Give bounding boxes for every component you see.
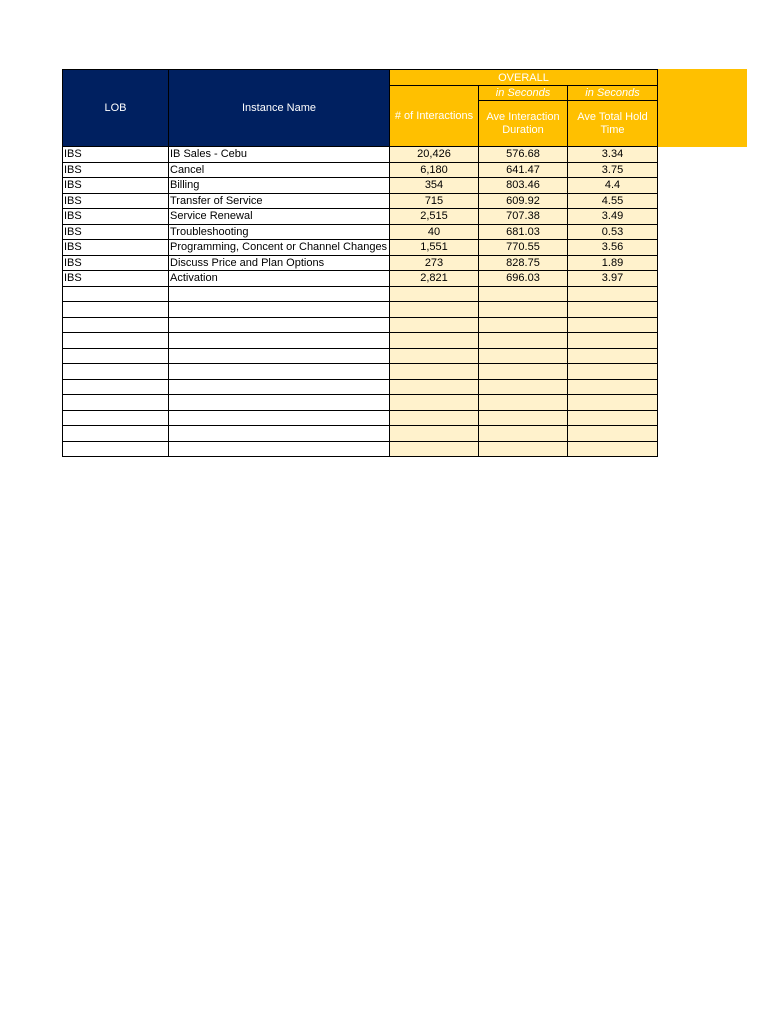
table-row <box>63 333 658 349</box>
spreadsheet <box>62 69 658 457</box>
lob-cell[interactable] <box>63 426 169 442</box>
duration-cell[interactable] <box>479 441 568 457</box>
table-row <box>63 426 658 442</box>
lob-cell[interactable]: IBS <box>63 240 169 256</box>
instance-name-cell[interactable] <box>169 441 390 457</box>
hold-cell[interactable] <box>568 302 658 318</box>
lob-cell[interactable]: IBS <box>63 178 169 194</box>
hold-cell[interactable]: 3.75 <box>568 162 658 178</box>
instance-name-cell[interactable] <box>169 395 390 411</box>
interactions-cell[interactable] <box>390 379 479 395</box>
interactions-cell[interactable] <box>390 426 479 442</box>
table-row <box>63 410 658 426</box>
lob-cell[interactable] <box>63 317 169 333</box>
hold-cell[interactable] <box>568 317 658 333</box>
duration-cell[interactable]: 576.68 <box>479 147 568 163</box>
instance-name-cell[interactable] <box>169 286 390 302</box>
hold-cell[interactable]: 3.49 <box>568 209 658 225</box>
hold-cell[interactable]: 3.56 <box>568 240 658 256</box>
table-row <box>63 441 658 457</box>
instance-name-cell[interactable] <box>169 317 390 333</box>
duration-cell[interactable]: 707.38 <box>479 209 568 225</box>
table-row <box>63 379 658 395</box>
instance-name-cell[interactable] <box>169 302 390 318</box>
lob-cell[interactable] <box>63 441 169 457</box>
hold-cell[interactable] <box>568 286 658 302</box>
table-row <box>63 286 658 302</box>
interactions-cell[interactable] <box>390 395 479 411</box>
interactions-cell[interactable] <box>390 410 479 426</box>
instance-name-cell[interactable]: Troubleshooting <box>169 224 390 240</box>
lob-cell[interactable]: IBS <box>63 193 169 209</box>
instance-name-cell[interactable]: Billing <box>169 178 390 194</box>
instance-name-cell[interactable] <box>169 364 390 380</box>
hold-units-label[interactable]: in Seconds <box>568 86 658 101</box>
lob-cell[interactable] <box>63 302 169 318</box>
overall-header[interactable]: OVERALL <box>390 70 658 86</box>
interactions-cell[interactable]: 715 <box>390 193 479 209</box>
table-row <box>63 147 658 163</box>
lob-cell[interactable] <box>63 364 169 380</box>
hold-cell[interactable]: 4.4 <box>568 178 658 194</box>
hold-cell[interactable] <box>568 441 658 457</box>
instance-name-cell[interactable]: Transfer of Service <box>169 193 390 209</box>
duration-cell[interactable] <box>479 302 568 318</box>
duration-cell[interactable] <box>479 286 568 302</box>
interactions-cell[interactable]: 2,821 <box>390 271 479 287</box>
duration-cell[interactable]: 803.46 <box>479 178 568 194</box>
lob-cell[interactable]: IBS <box>63 255 169 271</box>
duration-cell[interactable]: 681.03 <box>479 224 568 240</box>
interactions-cell[interactable] <box>390 364 479 380</box>
instance-name-cell[interactable] <box>169 426 390 442</box>
lob-cell[interactable]: IBS <box>63 209 169 225</box>
duration-cell[interactable]: 641.47 <box>479 162 568 178</box>
duration-cell[interactable] <box>479 379 568 395</box>
hold-cell[interactable] <box>568 395 658 411</box>
lob-cell[interactable]: IBS <box>63 271 169 287</box>
instance-name-cell[interactable]: Service Renewal <box>169 209 390 225</box>
table-row <box>63 364 658 380</box>
lob-cell[interactable] <box>63 395 169 411</box>
duration-cell[interactable]: 828.75 <box>479 255 568 271</box>
hold-cell[interactable] <box>568 348 658 364</box>
duration-cell[interactable]: 770.55 <box>479 240 568 256</box>
duration-cell[interactable] <box>479 317 568 333</box>
instance-name-cell[interactable]: Activation <box>169 271 390 287</box>
instance-name-cell[interactable] <box>169 333 390 349</box>
hold-cell[interactable] <box>568 410 658 426</box>
hold-cell[interactable] <box>568 379 658 395</box>
ave-duration-header[interactable]: Ave Interaction Duration <box>479 101 568 147</box>
interaction-table <box>62 69 658 457</box>
table-row <box>63 240 658 256</box>
duration-cell[interactable] <box>479 410 568 426</box>
lob-cell[interactable] <box>63 348 169 364</box>
lob-header[interactable]: LOB <box>63 70 169 147</box>
ave-hold-header[interactable]: Ave Total Hold Time <box>568 101 658 147</box>
interactions-cell[interactable] <box>390 286 479 302</box>
duration-units-label[interactable]: in Seconds <box>479 86 568 101</box>
table-row <box>63 209 658 225</box>
lob-cell[interactable]: IBS <box>63 224 169 240</box>
hold-cell[interactable] <box>568 364 658 380</box>
hold-cell[interactable] <box>568 333 658 349</box>
lob-cell[interactable]: IBS <box>63 147 169 163</box>
duration-cell[interactable] <box>479 426 568 442</box>
lob-cell[interactable] <box>63 379 169 395</box>
instance-name-cell[interactable] <box>169 348 390 364</box>
lob-cell[interactable] <box>63 286 169 302</box>
table-row <box>63 395 658 411</box>
instance-name-cell[interactable]: IB Sales - Cebu <box>169 147 390 163</box>
hold-cell[interactable] <box>568 426 658 442</box>
interactions-cell[interactable] <box>390 348 479 364</box>
duration-cell[interactable]: 696.03 <box>479 271 568 287</box>
instance-name-cell[interactable] <box>169 410 390 426</box>
interactions-cell[interactable] <box>390 302 479 318</box>
table-row <box>63 271 658 287</box>
hold-cell[interactable]: 4.55 <box>568 193 658 209</box>
hold-cell[interactable]: 3.97 <box>568 271 658 287</box>
interactions-cell[interactable] <box>390 441 479 457</box>
lob-cell[interactable]: IBS <box>63 162 169 178</box>
table-row <box>63 193 658 209</box>
interactions-cell[interactable] <box>390 317 479 333</box>
table-body <box>63 147 658 457</box>
interactions-cell[interactable]: 1,551 <box>390 240 479 256</box>
hold-cell[interactable]: 0.53 <box>568 224 658 240</box>
interactions-cell[interactable]: 2,515 <box>390 209 479 225</box>
table-row <box>63 302 658 318</box>
instance-name-cell[interactable]: Discuss Price and Plan Options <box>169 255 390 271</box>
table-row <box>63 224 658 240</box>
interactions-cell[interactable]: 40 <box>390 224 479 240</box>
table-row <box>63 178 658 194</box>
instance-name-cell[interactable] <box>169 379 390 395</box>
hold-cell[interactable]: 1.89 <box>568 255 658 271</box>
instance-name-cell[interactable]: Programming, Concent or Channel Changes <box>169 240 390 256</box>
table-row <box>63 348 658 364</box>
table-row <box>63 317 658 333</box>
interactions-header[interactable]: # of Interactions <box>390 86 479 147</box>
hold-cell[interactable]: 3.34 <box>568 147 658 163</box>
duration-cell[interactable] <box>479 348 568 364</box>
table-row <box>63 162 658 178</box>
duration-cell[interactable] <box>479 364 568 380</box>
lob-cell[interactable] <box>63 410 169 426</box>
interactions-cell[interactable]: 20,426 <box>390 147 479 163</box>
interactions-cell[interactable]: 354 <box>390 178 479 194</box>
lob-cell[interactable] <box>63 333 169 349</box>
interactions-cell[interactable]: 6,180 <box>390 162 479 178</box>
header-fill-extension <box>657 69 747 147</box>
duration-cell[interactable] <box>479 395 568 411</box>
instance-name-header[interactable]: Instance Name <box>169 70 390 147</box>
duration-cell[interactable] <box>479 333 568 349</box>
duration-cell[interactable]: 609.92 <box>479 193 568 209</box>
interactions-cell[interactable] <box>390 333 479 349</box>
interactions-cell[interactable]: 273 <box>390 255 479 271</box>
instance-name-cell[interactable]: Cancel <box>169 162 390 178</box>
table-row <box>63 255 658 271</box>
